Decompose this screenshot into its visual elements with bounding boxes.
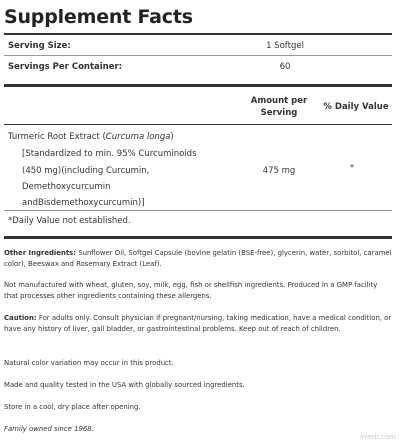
ingredient-detail-3: Demethoxycurcumin — [22, 182, 111, 192]
made-in-usa-note: Made and quality tested in the USA with globally sourced ingredients. — [4, 381, 245, 389]
ingredient-name — [8, 132, 174, 142]
other-ingredients-label: Other Ingredients: — [4, 249, 77, 257]
caution-label: Caution: — [4, 314, 37, 322]
ingredient-detail-1: [Standardized to min. 95% Curcuminoids — [22, 149, 197, 159]
amount-header-line1: Amount per — [250, 96, 308, 106]
header-rule — [4, 124, 392, 125]
servings-per-container-label: Servings Per Container: — [8, 62, 123, 72]
other-ingredients — [4, 248, 392, 271]
daily-value-header: % Daily Value — [323, 102, 389, 112]
ingredient-rule — [4, 210, 392, 211]
ingredient-name-close: ) — [170, 132, 174, 142]
amount-header-line2: Serving — [260, 108, 298, 118]
watermark-logo: iHerb.com — [359, 433, 396, 441]
other-ingredients-text: Sunflower Oil, Softgel Capsule (bovine gelatin (BSE-free), glycerin, water, sorbitol, caramel color), Beeswax and Rosemary Extract (Leaf). — [4, 249, 392, 269]
ingredient-detail-2: (450 mg)(including Curcumin, — [22, 166, 150, 176]
allergen-statement: Not manufactured with wheat, gluten, soy, milk, egg, fish or shellfish ingredients. Produced in a GMP facility that processes other ingredients containing these allergens. — [4, 281, 378, 301]
serving-size-label: Serving Size: — [8, 41, 71, 51]
serving-divider — [4, 55, 392, 56]
amount-per-serving-header — [243, 96, 315, 118]
daily-value-note: *Daily Value not established. — [8, 216, 131, 226]
ingredient-name-text: Turmeric Root Extract ( — [8, 132, 106, 142]
serving-size-value: 1 Softgel — [266, 41, 304, 51]
servings-per-container-value: 60 — [279, 62, 291, 72]
ingredient-amount: 475 mg — [262, 166, 296, 176]
supplement-facts-title: Supplement Facts — [4, 6, 193, 28]
ingredient-latin-name: Curcuma longa — [105, 132, 171, 142]
color-variation-note: Natural color variation may occur in this product. — [4, 359, 174, 367]
ingredient-detail-4: andBisdemethoxycurcumin)] — [22, 198, 145, 208]
storage-note: Store in a cool, dry place after opening. — [4, 403, 141, 411]
title-rule — [4, 33, 392, 35]
caution-statement — [4, 313, 392, 336]
family-owned-note: Family owned since 1968. — [4, 425, 94, 433]
ingredient-daily-value: * — [350, 163, 354, 172]
caution-text: For adults only. Consult physician if pregnant/nursing, taking medication, have a medical condition, or have any history of liver, gall bladder, or gastrointestinal problems. Keep out of reach of children. — [4, 314, 392, 334]
bottom-rule — [4, 236, 392, 239]
thick-rule — [4, 84, 392, 87]
